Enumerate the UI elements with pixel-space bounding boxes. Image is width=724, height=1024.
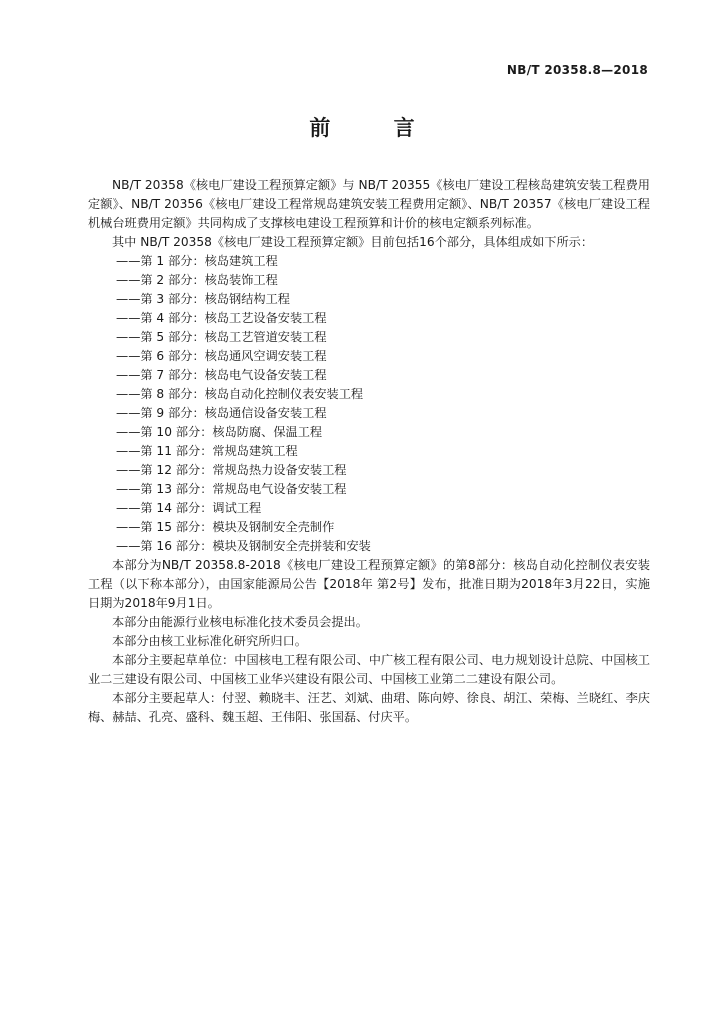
list-item: ——第 3 部分：核岛钢结构工程: [116, 292, 290, 306]
list-item: ——第 14 部分：调试工程: [116, 501, 262, 515]
list-item: ——第 9 部分：核岛通信设备安装工程: [116, 406, 327, 420]
standard-code: NB/T 20358.8—2018: [506, 63, 648, 77]
paragraph-drafters: 本部分主要起草人：付翌、赖晓丰、汪艺、刘斌、曲珺、陈向婷、徐良、胡江、荣梅、兰晓红、李庆梅、赫喆、孔亮、盛科、魏玉超、王伟阳、张国磊、付庆平。: [88, 691, 650, 724]
paragraph-centralized-by: 本部分由核工业标准化研究所归口。: [112, 634, 307, 648]
list-item: ——第 13 部分：常规岛电气设备安装工程: [116, 482, 347, 496]
list-item: ——第 8 部分：核岛自动化控制仪表安装工程: [116, 387, 364, 401]
paragraph-this-part: 本部分为NB/T 20358.8-2018《核电厂建设工程预算定额》的第8部分：核岛自动化控制仪表安装工程（以下称本部分），由国家能源局公告【2018年 第2号】发布，批准日期为2018年3月22日，实施日期为2018年9月1日。: [88, 558, 650, 610]
document-body: [88, 176, 650, 727]
list-item: ——第 11 部分：常规岛建筑工程: [116, 444, 298, 458]
paragraph-drafting-units: 本部分主要起草单位：中国核电工程有限公司、中广核工程有限公司、电力规划设计总院、中国核工业二三建设有限公司、中国核工业华兴建设有限公司、中国核工业第二二建设有限公司。: [88, 653, 650, 686]
parts-list: [88, 252, 650, 556]
list-item: ——第 2 部分：核岛装饰工程: [116, 273, 278, 287]
paragraph-parts-intro: 其中 NB/T 20358《核电厂建设工程预算定额》目前包括16个部分，具体组成如下所示：: [112, 235, 594, 249]
list-item: ——第 4 部分：核岛工艺设备安装工程: [116, 311, 327, 325]
paragraph-series-intro: NB/T 20358《核电厂建设工程预算定额》与 NB/T 20355《核电厂建设工程核岛建筑安装工程费用定额》、NB/T 20356《核电厂建设工程常规岛建筑安装工程费用定额》、NB/T 20357《核电厂建设工程机械台班费用定额》共同构成了支撑核电建设工程预算和计价的核电定额系列标准。: [88, 178, 650, 230]
list-item: ——第 10 部分：核岛防腐、保温工程: [116, 425, 323, 439]
list-item: ——第 15 部分：模块及钢制安全壳制作: [116, 520, 335, 534]
list-item: ——第 6 部分：核岛通风空调安装工程: [116, 349, 327, 363]
page-title: 前 言: [309, 116, 443, 140]
list-item: ——第 1 部分：核岛建筑工程: [116, 254, 278, 268]
list-item: ——第 5 部分：核岛工艺管道安装工程: [116, 330, 327, 344]
paragraph-proposed-by: 本部分由能源行业核电标准化技术委员会提出。: [112, 615, 368, 629]
list-item: ——第 16 部分：模块及钢制安全壳拼装和安装: [116, 539, 371, 553]
list-item: ——第 12 部分：常规岛热力设备安装工程: [116, 463, 347, 477]
list-item: ——第 7 部分：核岛电气设备安装工程: [116, 368, 327, 382]
